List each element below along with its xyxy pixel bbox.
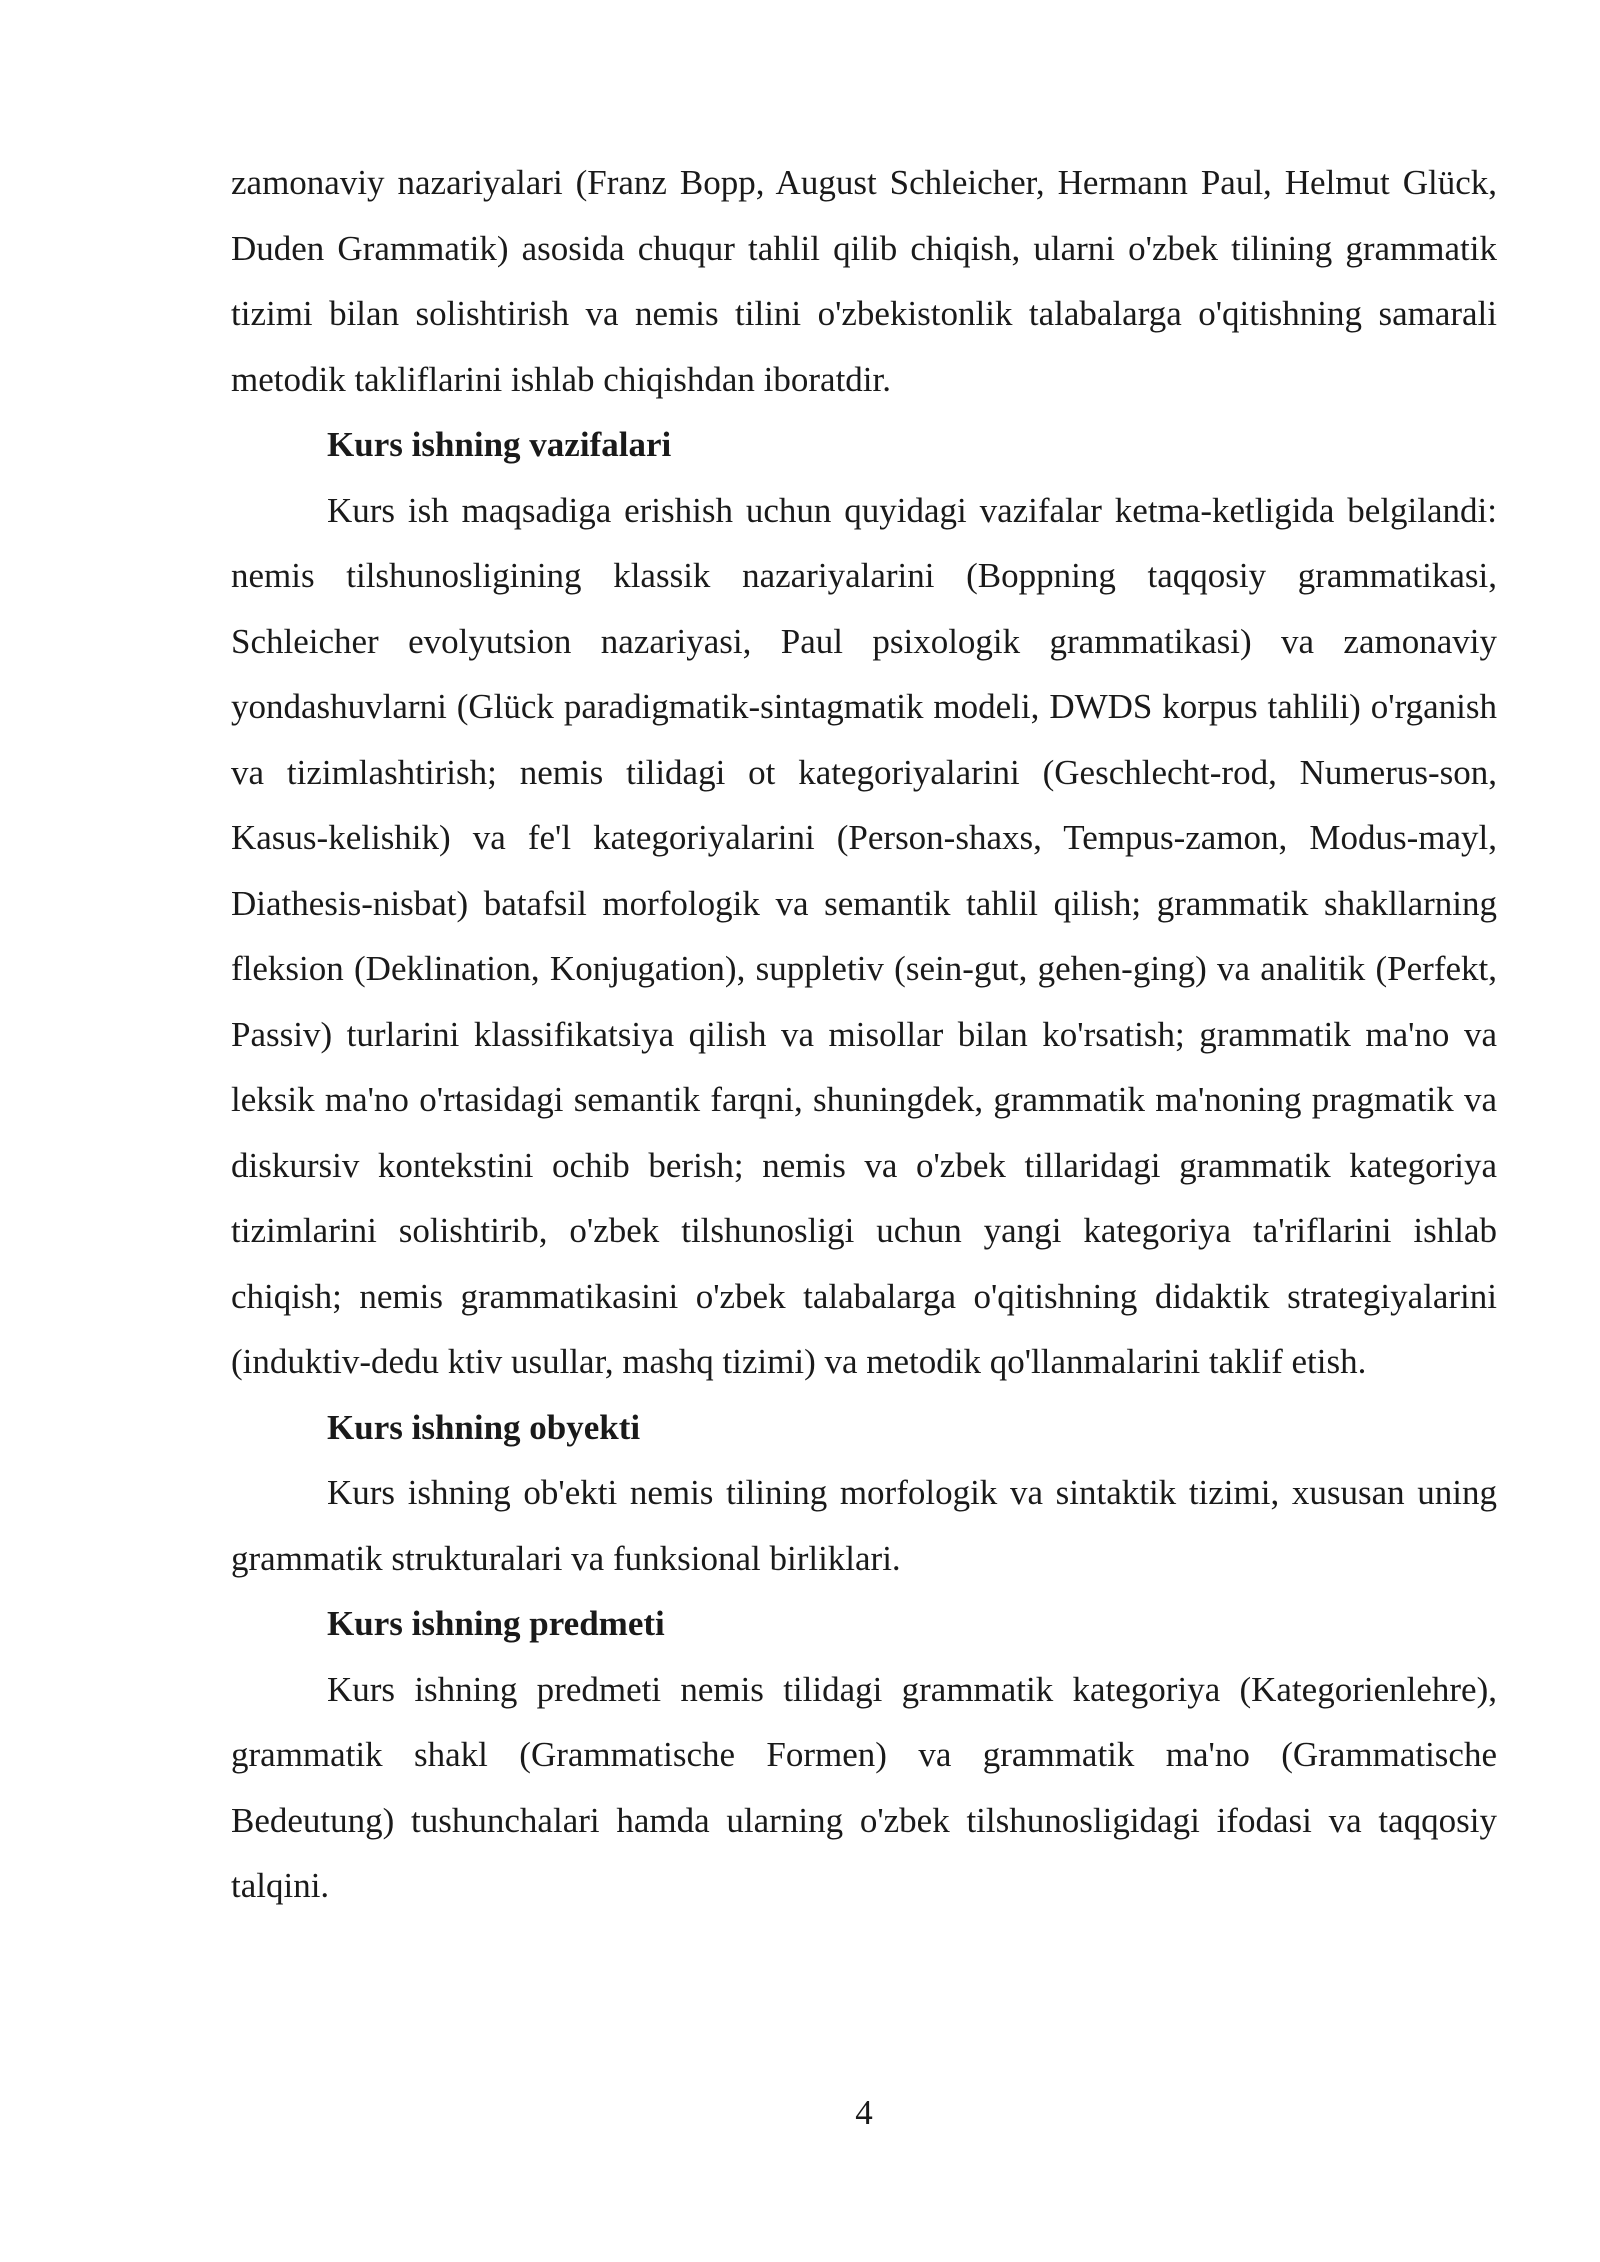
heading-tasks: Kurs ishning vazifalari (327, 425, 672, 464)
paragraph-object: Kurs ishning ob'ekti nemis tilining morfologik va sintaktik tizimi, xususan uning grammatik strukturalari va funksional birliklari. (231, 1473, 1497, 1578)
document-body (231, 150, 1497, 1919)
heading-subject: Kurs ishning predmeti (327, 1604, 665, 1643)
paragraph-subject: Kurs ishning predmeti nemis tilidagi grammatik kategoriya (Kategorienlehre), grammatik shakl (Grammatische Formen) va grammatik ma'no (Grammatische Bedeutung) tushunchalari hamda ularning o'zbek tilshunosligidagi ifodasi va taqqosiy talqini. (231, 1669, 1497, 1905)
page-number: 4 (855, 2093, 873, 2132)
paragraph-tasks: Kurs ish maqsadiga erishish uchun quyidagi vazifalar ketma-ketligida belgilandi: nemis tilshunosligining klassik nazariyalarini (Boppning taqqosiy grammatikasi, Schleicher evolyutsion nazariyasi, Paul psixologik grammatikasi) va zamonaviy yondashuvlarni (Glück paradigmatik-sintagmatik modeli, DWDS korpus tahlili) o'rganish va tizimlashtirish; nemis tilidagi ot kategoriyalarini (Geschlecht-rod, Numerus-son, Kasus-kelishik) va fe'l kategoriyalarini (Person-shaxs, Tempus-zamon, Modus-mayl, Diathesis-nisbat) batafsil morfologik va semantik tahlil qilish; grammatik shakllarning fleksion (Deklination, Konjugation), suppletiv (sein-gut, gehen-ging) va analitik (Perfekt, Passiv) turlarini klassifikatsiya qilish va misollar bilan ko'rsatish; grammatik ma'no va leksik ma'no o'rtasidagi semantik farqni, shuningdek, grammatik ma'noning pragmatik va diskursiv kontekstini ochib berish; nemis va o'zbek tillaridagi grammatik kategoriya tizimlarini solishtirib, o'zbek tilshunosligi uchun yangi kategoriya ta'riflarini ishlab chiqish; nemis grammatikasini o'zbek talabalarga o'qitishning didaktik strategiyalarini (induktiv-dedu ktiv usullar, mashq tizimi) va metodik qo'llanmalarini taklif etish. (231, 490, 1497, 1381)
heading-object: Kurs ishning obyekti (327, 1407, 641, 1447)
paragraph-goal-continued: zamonaviy nazariyalari (Franz Bopp, August Schleicher, Hermann Paul, Helmut Glück, Duden Grammatik) asosida chuqur tahlil qilib chiqish, ularni o'zbek tilining grammatik tizimi bilan solishtirish va nemis tilini o'zbekistonlik talabalarga o'qitishning samarali metodik takliflarini ishlab chiqishdan iboratdir. (231, 163, 1497, 399)
